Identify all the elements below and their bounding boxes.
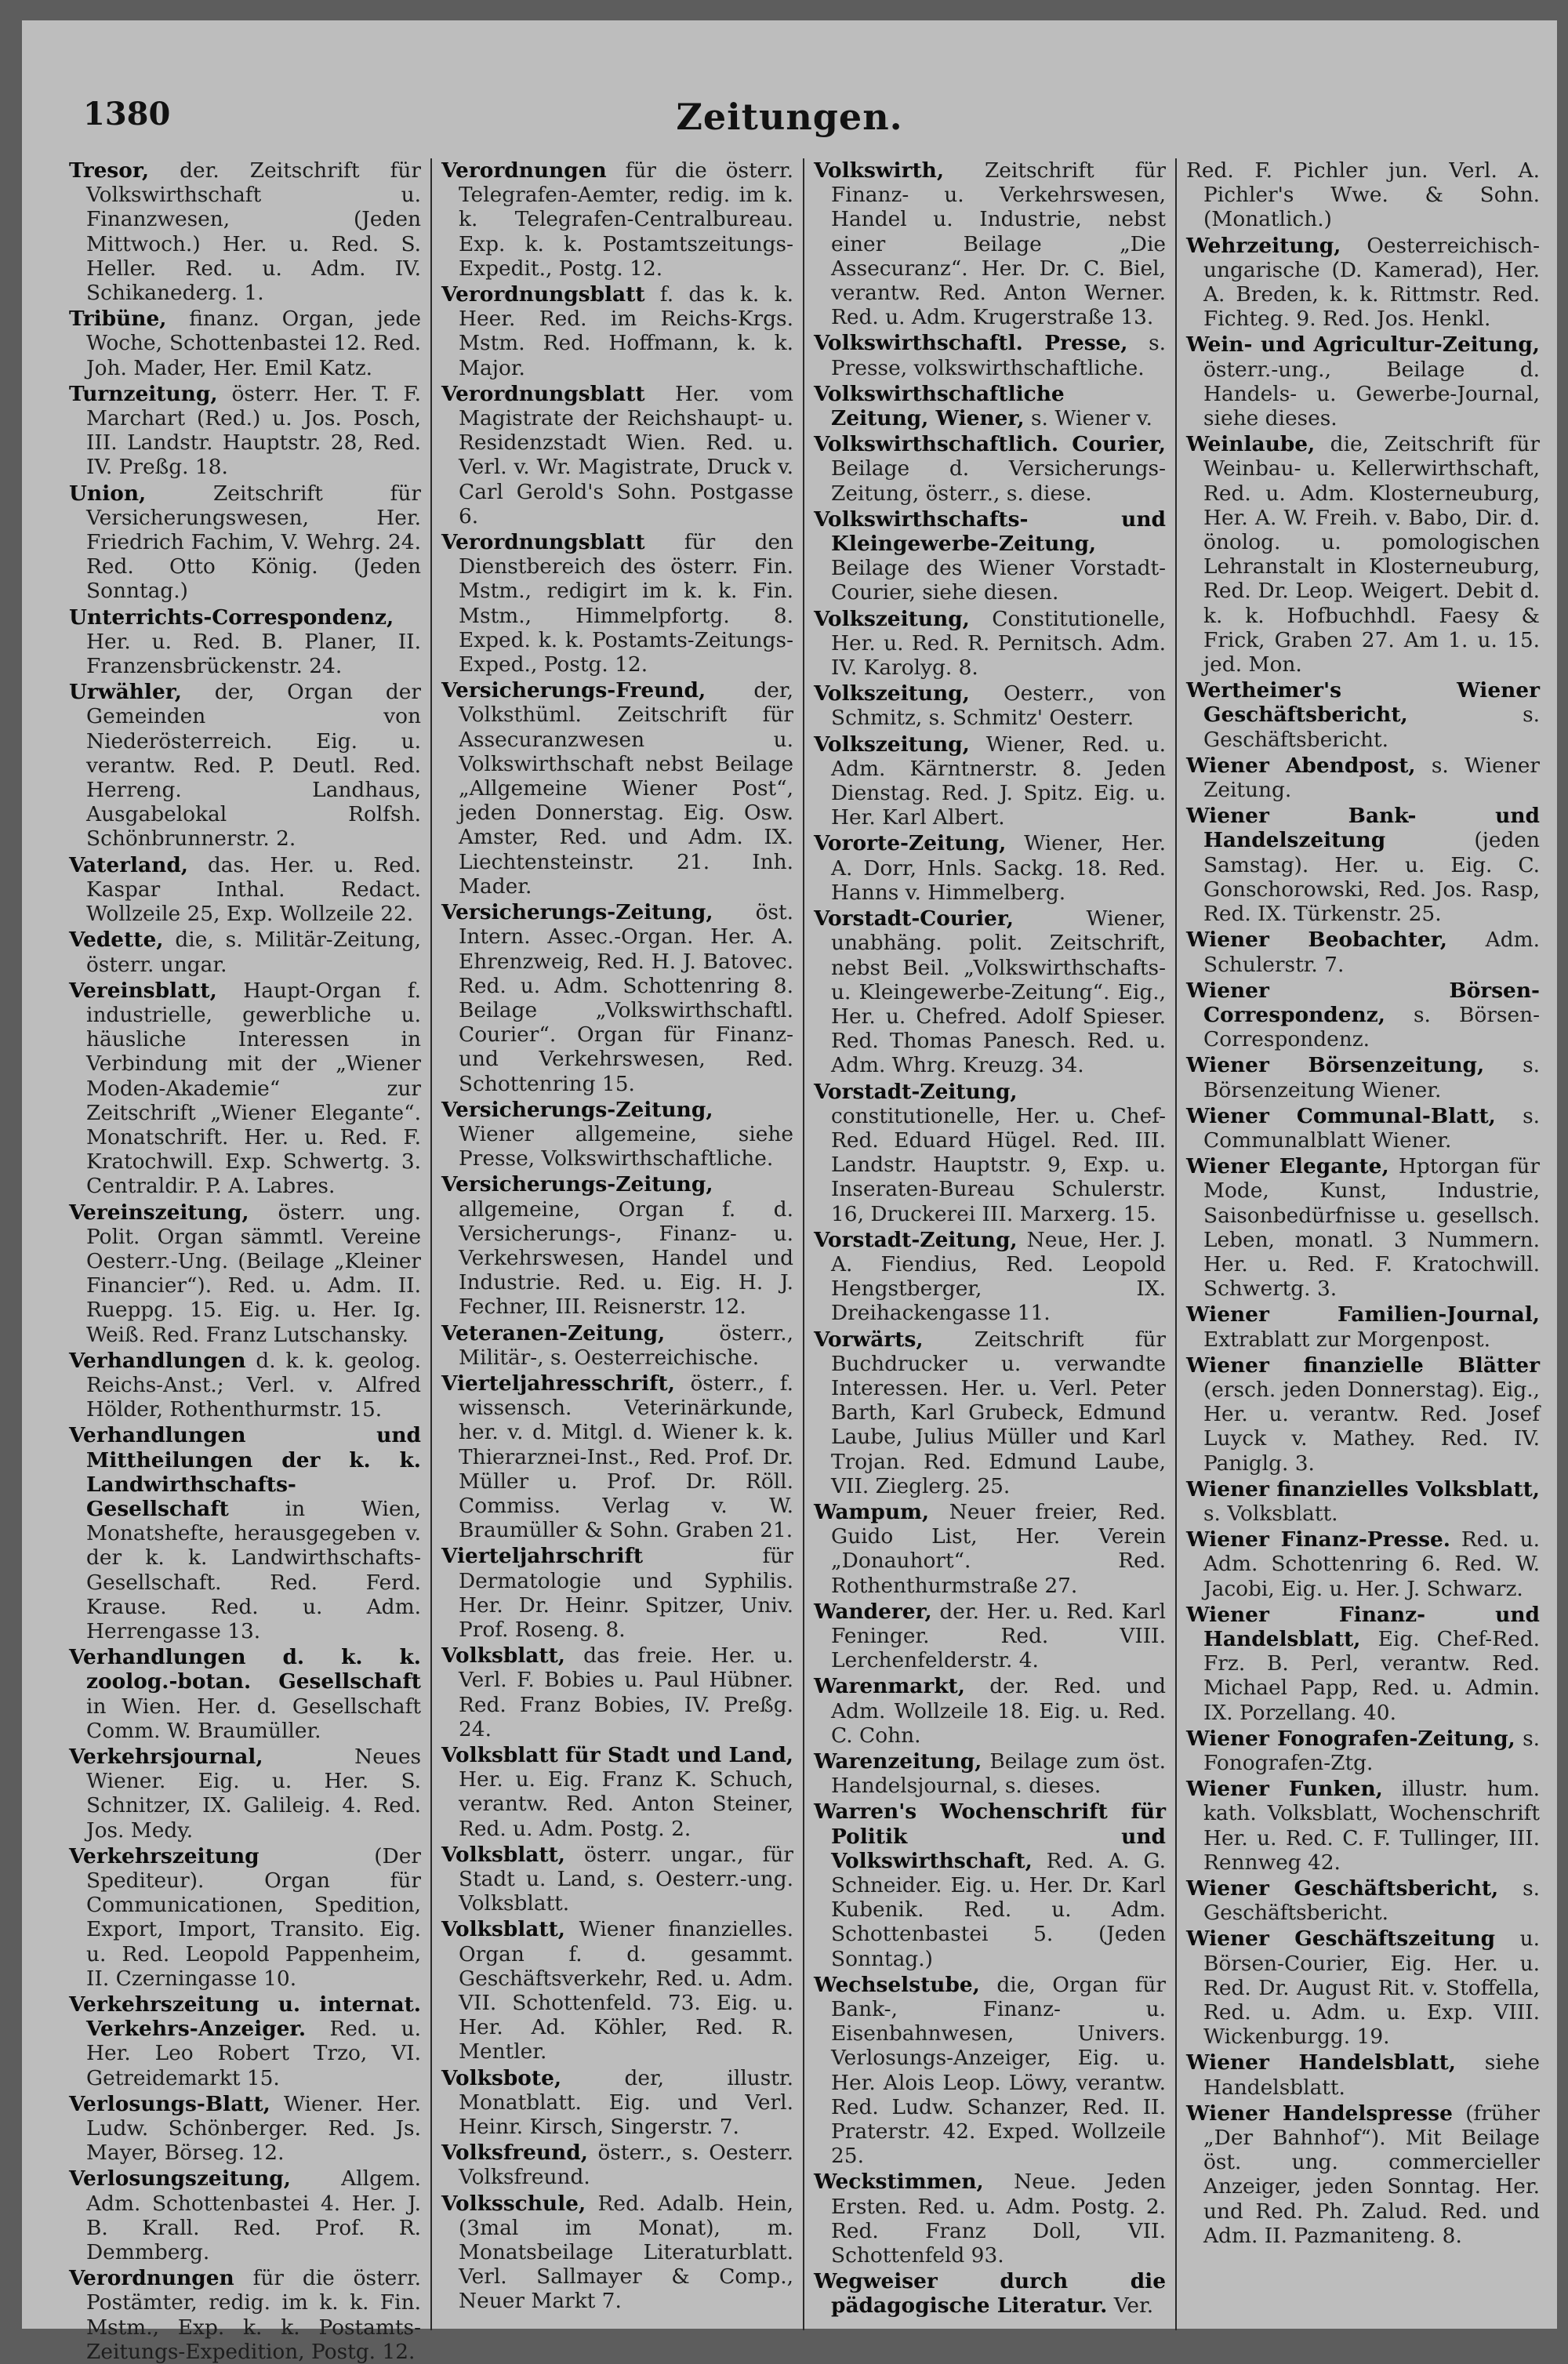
entry-heading: Verkehrszeitung u. internat. Verkehrs-Anzeiger. <box>69 1992 421 2042</box>
entry-heading: Vereinsblatt, <box>69 978 217 1003</box>
entry-text: Wiener, Red. u. Adm. Kärntnerstr. 8. Jeden Dienstag. Red. J. Spitz. Eig. u. Her. Karl Albert. <box>831 732 1167 830</box>
entry-text: die, s. Militär-Zeitung, österr. ungar. <box>86 928 422 977</box>
entry-heading: Warren's Wochenschrift für Politik und Volkswirthschaft, <box>814 1799 1166 1873</box>
entry-heading: Vereinszeitung, <box>69 1200 249 1225</box>
entry-heading: Wiener Geschäftszeitung <box>1186 1926 1496 1952</box>
entry-heading: Verhandlungen und Mittheilungen der k. k. Landwirthschafts-Gesellschaft <box>69 1423 421 1521</box>
entry-text: Wiener allgemeine, siehe Presse, Volkswirthschaftliche. <box>459 1121 793 1171</box>
directory-entry <box>69 1844 421 1991</box>
entry-heading: Wiener Bank- und Handelszeitung <box>1186 804 1540 853</box>
directory-entry <box>69 853 421 927</box>
entry-text: s. Presse, volkswirthschaftliche. <box>831 331 1166 380</box>
entry-text: s. Geschäftsbericht. <box>1203 1876 1541 1926</box>
entry-heading: Vedette, <box>69 928 164 953</box>
directory-entry <box>814 831 1166 905</box>
directory-entry <box>1186 1777 1540 1875</box>
directory-entry <box>814 607 1166 681</box>
directory-entry <box>1186 928 1540 976</box>
directory-entry <box>1186 1876 1540 1925</box>
directory-entry <box>441 530 793 677</box>
directory-entry <box>441 2066 793 2140</box>
entry-text: Neue, Her. J. A. Fiendius, Red. Leopold Hengstberger, IX. Dreihackengasse 11. <box>831 1227 1166 1326</box>
entry-text: österr., s. Oesterr. Volksfreund. <box>459 2141 793 2190</box>
entry-heading: Wiener Handelsblatt, <box>1186 2050 1456 2075</box>
entry-text: Beilage des Wiener Vorstadt-Courier, siehe diesen. <box>831 556 1166 605</box>
directory-entry <box>69 605 421 679</box>
entry-text: Red. u. Adm. Schottenring 6. Red. W. Jacobi, Eig. u. Her. J. Schwarz. <box>1203 1527 1540 1601</box>
directory-entry <box>441 1843 793 1916</box>
directory-entry <box>814 158 1166 329</box>
column-2 <box>432 158 804 2330</box>
entry-heading: Wiener Börsen-Correspondenz, <box>1186 978 1540 1027</box>
directory-entry <box>69 1349 421 1422</box>
directory-entry <box>814 906 1166 1077</box>
entry-text: s. Geschäftsbericht. <box>1203 703 1540 752</box>
entry-text: Allgem. Adm. Schottenbastei 4. Her. J. B. Krall. Red. Prof. R. Demmberg. <box>86 2166 421 2265</box>
entry-heading: Vorstadt-Zeitung, <box>814 1227 1018 1252</box>
entry-text: die, Zeitschrift für Weinbau- u. Kellerwirthschaft, Red. u. Adm. Klosterneuburg, Her. A. W. Freih. v. Babo, Dir. d. önolog. u. pomologischen Lehranstalt in Klosterneuburg, Red. Dr. Leop. Weigert. Debit d. k. k. Hofbuchhdl. Faesy & Frick, Graben 27. Am 1. u. 15. jed. Mon. <box>1203 432 1541 677</box>
entry-text: österr. ung. Polit. Organ sämmtl. Vereine Oesterr.-Ung. (Beilage „Kleiner Financier“). Red. u. Adm. II. Rueppg. 15. Eig. u. Her. Ig. Weiß. Red. Franz Lutschansky. <box>86 1200 421 1347</box>
entry-text: Oesterr., von Schmitz, s. Schmitz' Oesterr. <box>831 681 1167 731</box>
directory-entry <box>69 158 421 305</box>
entry-heading: Verlosungszeitung, <box>69 2166 291 2192</box>
directory-entry <box>441 2192 793 2314</box>
directory-entry <box>1186 1926 1540 2049</box>
entry-text: in Wien. Her. d. Gesellschaft Comm. W. Braumüller. <box>86 1694 421 1743</box>
entry-heading: Volkszeitung, <box>814 606 970 631</box>
directory-entry <box>1186 1477 1540 1526</box>
entry-heading: Wiener Abendpost, <box>1186 753 1416 778</box>
entry-text: Neues Wiener. Eig. u. Her. S. Schnitzer, IX. Galileig. 4. Red. Jos. Medy. <box>86 1745 421 1843</box>
entry-text: Red. u. Her. Leo Robert Trzo, VI. Getreidemarkt 15. <box>86 2017 422 2090</box>
entry-text: f. das k. k. Heer. Red. im Reichs-Krgs. Mstm. Red. Hoffmann, k. k. Major. <box>459 282 793 380</box>
entry-text: (ersch. jeden Donnerstag). Eig., Her. u. verantw. Red. Josef Luyck v. Mathey. Red. IV. Paniglg. 3. <box>1203 1377 1540 1476</box>
entry-heading: Wechselstube, <box>814 1972 980 1997</box>
entry-heading: Wiener Communal-Blatt, <box>1186 1103 1496 1128</box>
entry-text: Wiener, unabhäng. polit. Zeitschrift, nebst Beil. „Volkswirthschafts- u. Kleingewerbe-Zeitung“. Eig., Her. u. Chefred. Adolf Spieser. Red. Thomas Panesch. Red. u. Adm. Whrg. Kreuzg. 34. <box>831 906 1166 1078</box>
entry-heading: Vierteljahrschrift <box>441 1544 644 1569</box>
directory-entry <box>1186 332 1540 430</box>
directory-entry <box>1186 234 1540 332</box>
entry-text: s. Wiener Zeitung. <box>1203 753 1540 803</box>
entry-heading: Verordnungen <box>69 2266 234 2291</box>
entry-text: die, Organ für Bank-, Finanz- u. Eisenbahnwesen, Univers. Verlosungs-Anzeiger, Eig. u. Her. Alois Leop. Löwy, verantw. Red. Ludw. Schanzer, Red. II. Praterstr. 42. Exped. Wollzeile 25. <box>831 1972 1167 2169</box>
entry-heading: Versicherungs-Freund, <box>441 678 706 703</box>
directory-entry <box>814 1674 1166 1748</box>
entry-heading: Vorstadt-Courier, <box>814 906 1014 931</box>
entry-heading: Wiener Familien-Journal, <box>1186 1302 1540 1327</box>
entry-text: s. Börsenzeitung Wiener. <box>1203 1053 1541 1102</box>
entry-text: (Der Spediteur). Organ für Communicationen, Spedition, Export, Import, Transito. Eig. u. Red. Leopold Pappenheim, II. Czerningasse 10. <box>86 1843 421 1991</box>
entry-text: das freie. Her. u. Verl. F. Bobies u. Paul Hübner. Red. Franz Bobies, IV. Preßg. 24. <box>459 1643 793 1741</box>
entry-text: s. Börsen-Correspondenz. <box>1203 1002 1541 1052</box>
entry-text: der. Red. und Adm. Wollzeile 18. Eig. u. Red. C. Cohn. <box>831 1674 1166 1748</box>
directory-entry <box>1186 1154 1540 1301</box>
entry-heading: Vorwärts, <box>814 1327 924 1352</box>
directory-entry <box>1186 1053 1540 1102</box>
entry-text: Beilage d. Versicherungs-Zeitung, österr., s. diese. <box>831 456 1166 506</box>
entry-text: Extrablatt zur Morgenpost. <box>1203 1327 1491 1352</box>
entry-heading: Verordnungsblatt <box>441 530 645 555</box>
entry-heading: Wiener Geschäftsbericht, <box>1186 1876 1499 1901</box>
entry-text: s. Communalblatt Wiener. <box>1203 1103 1541 1153</box>
entry-text: Adm. Schulerstr. 7. <box>1203 928 1541 977</box>
directory-entry <box>814 382 1166 430</box>
directory-entry <box>441 158 793 281</box>
entry-text: finanz. Organ, jede Woche, Schottenbastei 12. Red. Joh. Mader, Her. Emil Katz. <box>86 307 421 380</box>
directory-entry <box>69 382 421 480</box>
entry-heading: Wehrzeitung, <box>1186 233 1341 258</box>
directory-entry <box>441 1643 793 1741</box>
directory-entry <box>814 681 1166 730</box>
directory-entry <box>69 2092 421 2166</box>
entry-heading: Vierteljahresschrift, <box>441 1371 675 1396</box>
entry-text: Haupt-Organ f. industrielle, gewerbliche u. häusliche Interessen in Verbindung mit der „Wiener Moden-Akademie“ zur Zeitschrift „Wiener Elegante“. Monatschrift. Her. u. Red. F. Kratochwill. Exp. Schwertg. 3. Centraldir. P. A. Labres. <box>86 978 422 1199</box>
entry-heading: Veteranen-Zeitung, <box>441 1320 666 1345</box>
entry-text: Hptorgan für Mode, Kunst, Industrie, Saisonbedürfnisse u. gesellsch. Leben, monatl. 3 Nummern. Her. u. Red. F. Kratochwill. Schwertg. 3. <box>1203 1154 1540 1302</box>
newspaper-page <box>22 20 1557 2364</box>
directory-entry <box>814 331 1166 379</box>
entry-text: (jeden Samstag). Her. u. Eig. C. Gonschorowski, Red. Jos. Rasp, Red. IX. Türkenstr. 25. <box>1203 828 1540 927</box>
entry-text: Neuer freier, Red. Guido List, Her. Verein „Donauhort“. Red. Rothenthurmstraße 27. <box>831 1499 1167 1598</box>
entry-heading: Wiener finanzielles Volksblatt, <box>1186 1476 1540 1502</box>
column-1 <box>60 158 432 2364</box>
entry-heading: Volkswirthschaftlich. Courier, <box>814 432 1166 457</box>
directory-entry <box>814 507 1166 605</box>
columns-container <box>60 158 1549 2364</box>
directory-entry <box>441 1371 793 1542</box>
column-4 <box>1177 158 1549 2330</box>
directory-entry <box>69 1200 421 1347</box>
directory-entry <box>1186 678 1540 752</box>
entry-heading: Wiener Finanz-Presse. <box>1186 1527 1450 1552</box>
directory-entry <box>441 678 793 899</box>
directory-entry <box>69 2166 421 2264</box>
directory-entry <box>69 1645 421 1743</box>
directory-entry <box>814 432 1166 506</box>
directory-entry <box>1186 1727 1540 1775</box>
entry-text: öst. Intern. Assec.-Organ. Her. A. Ehrenzweig, Red. H. J. Batovec. Red. u. Adm. Schottenring 8. Beilage „Volkswirthschaftl. Courier“. Organ für Finanz- und Verkehrswesen, Red. Schottenring 15. <box>459 900 793 1096</box>
entry-heading: Wiener finanzielle Blätter <box>1186 1353 1540 1378</box>
entry-text: Wiener, Her. A. Dorr, Hnls. Sackg. 18. Red. Hanns v. Himmelberg. <box>831 831 1166 905</box>
entry-text: Oesterreichisch-ungarische (D. Kamerad), Her. A. Breden, k. k. Rittmstr. Red. Fichteg. 9. Red. Jos. Henkl. <box>1203 233 1540 332</box>
entry-heading: Wertheimer's Wiener Geschäftsbericht, <box>1186 678 1540 728</box>
entry-heading: Verkehrsjournal, <box>69 1745 263 1769</box>
entry-text: österr. Her. T. F. Marchart (Red.) u. Jos. Posch, III. Landstr. Hauptstr. 28, Red. IV. Preßg. 18. <box>86 381 421 480</box>
entry-heading: Versicherungs-Zeitung, <box>441 1097 713 1122</box>
entry-text: Red. F. Pichler jun. Verl. A. Pichler's Wwe. & Sohn. (Monatlich.) <box>1186 158 1540 232</box>
entry-heading: Tribüne, <box>69 307 167 332</box>
directory-entry <box>1186 979 1540 1052</box>
directory-entry <box>1186 754 1540 802</box>
entry-text: der, illustr. Monatblatt. Eig. und Verl. Heinr. Kirsch, Singerstr. 7. <box>459 2065 794 2140</box>
directory-entry <box>1186 804 1540 926</box>
entry-heading: Wiener Elegante, <box>1186 1154 1389 1179</box>
entry-heading: Volkswirth, <box>814 158 945 183</box>
directory-entry <box>814 1080 1166 1226</box>
directory-entry <box>1186 158 1540 232</box>
entry-text: der, Organ der Gemeinden von Niederösterreich. Eig. u. verantw. Red. P. Deutl. Red. Herreng. Landhaus, Ausgabelokal Rolfsh. Schönbrunnerstr. 2. <box>86 680 421 852</box>
entry-heading: Verkehrszeitung <box>69 1843 260 1868</box>
entry-text: s. Volksblatt. <box>1203 1501 1338 1526</box>
directory-entry <box>69 1992 421 2090</box>
directory-entry <box>69 481 421 604</box>
entry-heading: Weinlaube, <box>1186 432 1316 457</box>
entry-heading: Volksblatt, <box>441 1917 565 1942</box>
entry-text: das. Her. u. Red. Kaspar Inthal. Redact. Wollzeile 25, Exp. Wollzeile 22. <box>86 852 421 927</box>
entry-text: der. Her. u. Red. Karl Feninger. Red. VIII. Lerchenfelderstr. 4. <box>831 1599 1166 1673</box>
directory-entry <box>1186 1527 1540 1601</box>
entry-heading: Warenzeitung, <box>814 1749 982 1774</box>
entry-heading: Volkszeitung, <box>814 681 970 706</box>
entry-heading: Wanderer, <box>814 1599 932 1624</box>
entry-text: Her. u. Red. B. Planer, II. Franzensbrückenstr. 24. <box>86 629 421 679</box>
directory-entry <box>814 1973 1166 2169</box>
entry-heading: Turnzeitung, <box>69 381 218 406</box>
entry-text: Red. A. G. Schneider. Eig. u. Her. Dr. Karl Kubenik. Red. u. Adm. Schottenbastei 5. (Jeden Sonntag.) <box>831 1848 1167 1971</box>
entry-heading: Vororte-Zeitung, <box>814 831 1007 856</box>
entry-text: allgemeine, Organ f. d. Versicherungs-, Finanz- u. Verkehrswesen, Handel und Industrie. Red. u. Eig. H. J. Fechner, III. Reisnerstr. 12. <box>459 1197 793 1320</box>
entry-heading: Union, <box>69 481 147 506</box>
entry-heading: Volkswirthschaftl. Presse, <box>814 331 1128 356</box>
entry-text: u. Börsen-Courier, Eig. Her. u. Red. Dr. August Rit. v. Stoffella, Red. u. Adm. u. Exp. VIII. Wickenburgg. 19. <box>1203 1926 1541 2050</box>
entry-text: Her. u. Eig. Franz K. Schuch, verantw. Red. Anton Steiner, Red. u. Adm. Postg. 2. <box>459 1767 793 1841</box>
directory-entry <box>69 928 421 976</box>
entry-heading: Volkswirthschafts- und Kleingewerbe-Zeitung, <box>814 507 1166 557</box>
entry-text: Neue. Jeden Ersten. Red. u. Adm. Postg. 2. Red. Franz Doll, VII. Schottenfeld 93. <box>831 2170 1167 2268</box>
directory-entry <box>441 282 793 380</box>
entry-heading: Versicherungs-Zeitung, <box>441 900 713 925</box>
entry-text: in Wien, Monatshefte, herausgegeben v. der k. k. Landwirthschafts-Gesellschaft. Red. Ferd. Krause. Red. u. Adm. Herrengasse 13. <box>86 1496 421 1643</box>
entry-heading: Unterrichts-Correspondenz, <box>69 605 394 630</box>
directory-entry <box>814 2269 1166 2318</box>
directory-entry <box>814 732 1166 830</box>
directory-entry <box>69 1745 421 1843</box>
entry-heading: Wiener Handelspresse <box>1186 2101 1453 2126</box>
entry-text: Ver. <box>1113 2293 1154 2319</box>
directory-entry <box>69 307 421 380</box>
directory-entry <box>441 382 793 528</box>
entry-text: für Dermatologie und Syphilis. Her. Dr. Heinr. Spitzer, Univ. Prof. Roseng. 8. <box>459 1544 793 1642</box>
entry-heading: Verhandlungen <box>69 1348 246 1373</box>
entry-heading: Wampum, <box>814 1499 930 1524</box>
directory-entry <box>814 1600 1166 1673</box>
entry-heading: Warenmarkt, <box>814 1674 965 1699</box>
column-3 <box>804 158 1177 2330</box>
directory-entry <box>441 900 793 1096</box>
directory-entry <box>814 1228 1166 1326</box>
entry-heading: Verlosungs-Blatt, <box>69 2091 270 2116</box>
entry-text: Beilage zum öst. Handelsjournal, s. dieses. <box>831 1749 1166 1799</box>
entry-heading: Vaterland, <box>69 852 188 877</box>
entry-text: für die österr. Postämter, redig. im k. k. Fin. Mstm., Exp. k. k. Postamts-Zeitungs-Expedition, Postg. 12. <box>86 2266 422 2364</box>
directory-entry <box>1186 2050 1540 2099</box>
entry-text: für den Dienstbereich des österr. Fin. Mstm., redigirt im k. k. Fin. Mstm., Himmelpfortg. 8. Exped. k. k. Postamts-Zeitungs-Exped., Postg. 12. <box>459 530 793 677</box>
entry-heading: Weckstimmen, <box>814 2170 984 2195</box>
entry-heading: Urwähler, <box>69 680 182 705</box>
page-title: Zeitungen. <box>676 96 903 138</box>
directory-entry <box>814 1500 1166 1598</box>
directory-entry <box>69 2266 421 2364</box>
entry-heading: Volksbote, <box>441 2065 562 2090</box>
entry-text: österr., f. wissensch. Veterinärkunde, her. v. d. Mitgl. d. Wiener k. k. Thierarznei-Inst., Red. Prof. Dr. Müller u. Prof. Dr. Röll. Commiss. Verlag v. W. Braumüller & Sohn. Graben 21. <box>459 1371 794 1543</box>
entry-heading: Wegweiser durch die pädagogische Literatur. <box>814 2269 1166 2319</box>
entry-text: (früher „Der Bahnhof“). Mit Beilage öst. ung. commercieller Anzeiger, jeden Sonntag. Her. und Red. Ph. Zalud. Red. und Adm. II. Pazmaniteng. 8. <box>1203 2101 1541 2248</box>
directory-entry <box>1186 1603 1540 1725</box>
entry-heading: Volksblatt, <box>441 1643 565 1669</box>
entry-heading: Verordnungsblatt <box>441 381 645 406</box>
entry-text: siehe Handelsblatt. <box>1203 2050 1540 2100</box>
directory-entry <box>1186 1302 1540 1351</box>
directory-entry <box>441 1743 793 1841</box>
directory-entry <box>441 1321 793 1370</box>
entry-text: Zeitschrift für Finanz- u. Verkehrswesen, Handel u. Industrie, nebst einer Beilage „Die Assecuranz“. Her. Dr. C. Biel, verantw. Red. Anton Werner. Red. u. Adm. Krugerstraße 13. <box>831 158 1166 330</box>
entry-heading: Tresor, <box>69 158 150 183</box>
directory-entry <box>1186 1104 1540 1153</box>
entry-text: der. Zeitschrift für Volkswirthschaft u. Finanzwesen, (Jeden Mittwoch.) Her. u. Red. S. Heller. Red. u. Adm. IV. Schikanederg. 1. <box>86 158 422 306</box>
directory-entry <box>441 1098 793 1171</box>
entry-text: österr. ungar., für Stadt u. Land, s. Oesterr.-ung. Volksblatt. <box>459 1842 793 1916</box>
entry-text: constitutionelle, Her. u. Chef-Red. Eduard Hügel. Red. III. Landstr. Hauptstr. 9, Exp. u. Inseraten-Bureau Schulerstr. 16, Druckerei III. Marxerg. 15. <box>831 1103 1166 1226</box>
entry-heading: Wiener Funken, <box>1186 1777 1383 1802</box>
directory-entry <box>69 680 421 851</box>
entry-heading: Verhandlungen d. k. k. zoolog.-botan. Gesellschaft <box>69 1645 421 1694</box>
entry-heading: Wiener Beobachter, <box>1186 928 1447 953</box>
entry-heading: Volksfreund, <box>441 2141 588 2166</box>
entry-text: s. Fonografen-Ztg. <box>1203 1726 1540 1775</box>
entry-text: der, Volksthüml. Zeitschrift für Assecuranzwesen u. Volkswirthschaft nebst Beilage „Allgemeine Wiener Post“, jeden Donnerstag. Eig. Osw. Amster, Red. und Adm. IX. Liechtensteinstr. 21. Inh. Mader. <box>459 678 793 899</box>
entry-heading: Verordnungsblatt <box>441 282 645 307</box>
entry-heading: Volkswirthschaftliche Zeitung, Wiener, <box>814 381 1065 431</box>
entry-heading: Wiener Börsenzeitung, <box>1186 1053 1485 1078</box>
entry-text: d. k. k. geolog. Reichs-Anst.; Verl. v. Alfred Hölder, Rothenthurmstr. 15. <box>86 1348 421 1422</box>
directory-entry <box>441 2141 793 2189</box>
entry-text: für die österr. Telegrafen-Aemter, redig. im k. k. Telegrafen-Centralbureau. Exp. k. k. Postamtszeitungs-Expedit., Postg. 12. <box>459 158 794 281</box>
entry-heading: Verordnungen <box>441 158 607 183</box>
directory-entry <box>69 979 421 1199</box>
entry-heading: Versicherungs-Zeitung, <box>441 1172 713 1197</box>
directory-entry <box>1186 1353 1540 1476</box>
entry-heading: Wiener Finanz- und Handelsblatt, <box>1186 1602 1540 1651</box>
directory-entry <box>814 1327 1166 1498</box>
entry-heading: Vorstadt-Zeitung, <box>814 1079 1018 1104</box>
directory-entry <box>441 1172 793 1319</box>
entry-text: illustr. hum. kath. Volksblatt, Wochenschrift Her. u. Red. C. F. Tullinger, III. Rennweg 42. <box>1203 1777 1540 1875</box>
directory-entry <box>1186 2101 1540 2248</box>
entry-heading: Volksblatt, <box>441 1842 565 1867</box>
directory-entry <box>441 1917 793 2064</box>
directory-entry <box>69 1423 421 1643</box>
directory-entry <box>441 1544 793 1642</box>
entry-text: Her. vom Magistrate der Reichshaupt- u. Residenzstadt Wien. Red. u. Verl. v. Wr. Magistrate, Druck v. Carl Gerold's Sohn. Postgasse 6. <box>459 381 794 528</box>
entry-text: österr.-ung., Beilage d. Handels- u. Gewerbe-Journal, siehe dieses. <box>1203 357 1540 431</box>
entry-text: Eig. Chef-Red. Frz. B. Perl, verantw. Red. Michael Papp, Red. u. Admin. IX. Porzellang. 40. <box>1203 1626 1540 1725</box>
entry-heading: Volksschule, <box>441 2191 586 2216</box>
page-number: 1380 <box>83 96 171 133</box>
directory-entry <box>814 1749 1166 1798</box>
entry-text: Red. Adalb. Hein, (3mal im Monat), m. Monatsbeilage Literaturblatt. Verl. Sallmayer & Comp., Neuer Markt 7. <box>459 2191 793 2314</box>
entry-heading: Volksblatt für Stadt und Land, <box>441 1743 793 1767</box>
entry-text: Wiener finanzielles. Organ f. d. gesammt. Geschäftsverkehr, Red. u. Adm. VII. Schottenfeld. 73. Eig. u. Her. Ad. Köhler, Red. R. Mentler. <box>459 1917 793 2064</box>
entry-heading: Wein- und Agricultur-Zeitung, <box>1186 332 1540 358</box>
directory-entry <box>1186 432 1540 677</box>
entry-text: Constitutionelle, Her. u. Red. R. Pernitsch. Adm. IV. Karolyg. 8. <box>831 606 1166 681</box>
entry-text: österr., Militär-, s. Oesterreichische. <box>459 1320 793 1370</box>
entry-text: s. Wiener v. <box>1031 406 1152 431</box>
directory-entry <box>814 1799 1166 1970</box>
entry-heading: Wiener Fonografen-Zeitung, <box>1186 1726 1515 1751</box>
entry-text: Zeitschrift für Versicherungswesen, Her. Friedrich Fachim, V. Wehrg. 24. Red. Otto König. (Jeden Sonntag.) <box>86 481 421 604</box>
entry-text: Wiener. Her. Ludw. Schönberger. Red. Js. Mayer, Börseg. 12. <box>86 2091 421 2166</box>
entry-heading: Volkszeitung, <box>814 732 970 757</box>
entry-text: Zeitschrift für Buchdrucker u. verwandte Interessen. Her. u. Verl. Peter Barth, Karl Grubeck, Edmund Laube, Julius Müller und Karl Trojan. Red. Edmund Laube, VII. Zieglerg. 25. <box>831 1327 1166 1498</box>
directory-entry <box>814 2170 1166 2268</box>
